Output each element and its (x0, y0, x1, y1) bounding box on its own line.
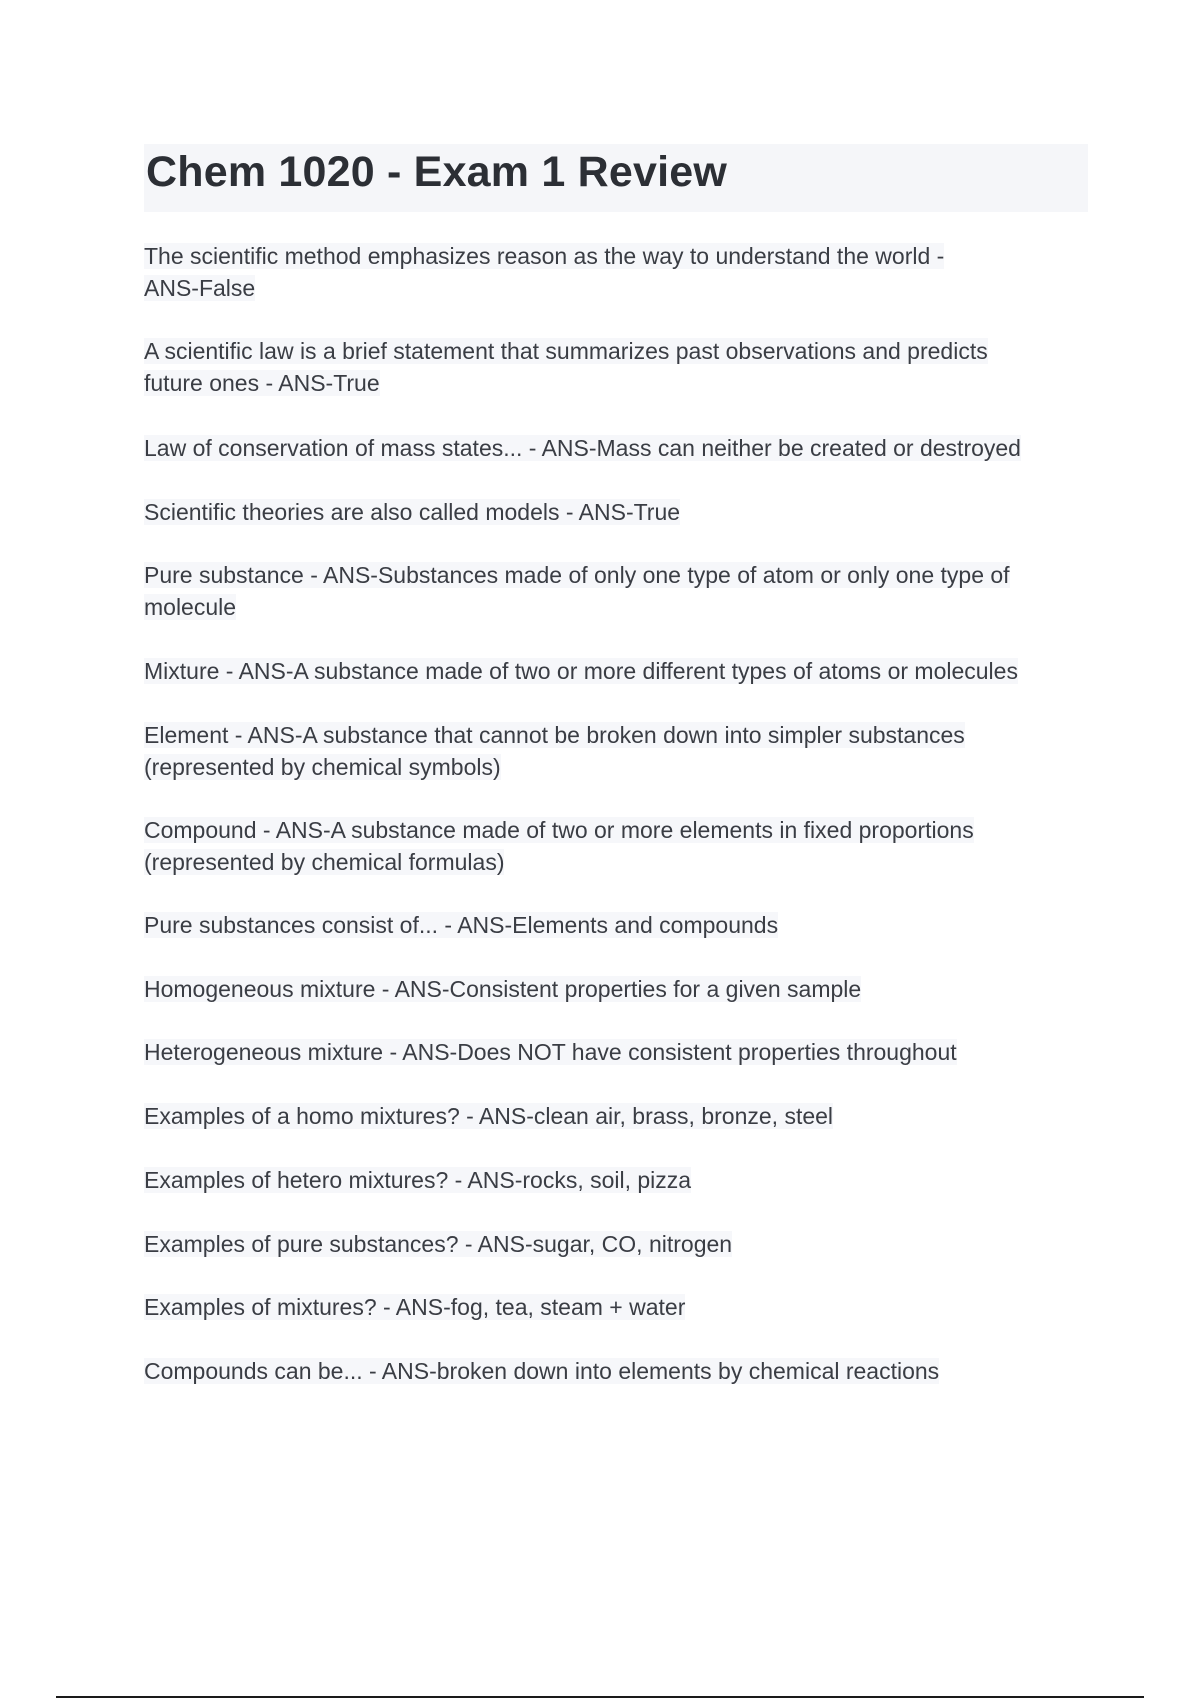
qa-item (144, 973, 861, 1005)
qa-text: Examples of a homo mixtures? - ANS-clean air, brass, bronze, steel (144, 1103, 834, 1129)
qa-item (144, 1036, 957, 1068)
qa-text: Examples of hetero mixtures? - ANS-rocks, soil, pizza (144, 1167, 692, 1193)
qa-item (144, 1164, 691, 1196)
qa-item (144, 1100, 833, 1132)
qa-text: Law of conservation of mass states... - ANS-Mass can neither be created or destroyed (144, 435, 1021, 461)
qa-text: Pure substances consist of... - ANS-Elements and compounds (144, 912, 779, 938)
qa-text: A scientific law is a brief statement that summarizes past observations and predicts (144, 338, 988, 364)
qa-item (144, 335, 988, 399)
qa-item (144, 719, 965, 783)
qa-item (144, 240, 944, 304)
qa-list (144, 240, 1084, 1400)
qa-item (144, 655, 1018, 687)
page-title: Chem 1020 - Exam 1 Review (146, 148, 728, 196)
qa-text: Heterogeneous mixture - ANS-Does NOT have consistent properties throughout (144, 1039, 957, 1065)
qa-item (144, 559, 1010, 623)
qa-text-continued: (represented by chemical symbols) (144, 754, 501, 780)
qa-item (144, 1355, 939, 1387)
qa-text-continued: molecule (144, 594, 237, 620)
qa-text: Scientific theories are also called models - ANS-True (144, 499, 681, 525)
qa-text: Examples of mixtures? - ANS-fog, tea, steam + water (144, 1294, 686, 1320)
qa-item (144, 814, 974, 878)
qa-text: Compounds can be... - ANS-broken down into elements by chemical reactions (144, 1358, 940, 1384)
qa-text: Element - ANS-A substance that cannot be broken down into simpler substances (144, 722, 965, 748)
qa-item (144, 909, 778, 941)
qa-text-continued: future ones - ANS-True (144, 370, 380, 396)
qa-text: Mixture - ANS-A substance made of two or more different types of atoms or molecules (144, 658, 1018, 684)
qa-text: Homogeneous mixture - ANS-Consistent properties for a given sample (144, 976, 862, 1002)
qa-text: The scientific method emphasizes reason as the way to understand the world - (144, 243, 945, 269)
qa-item (144, 432, 1021, 464)
qa-text-continued: (represented by chemical formulas) (144, 849, 505, 875)
qa-text: Pure substance - ANS-Substances made of only one type of atom or only one type of (144, 562, 1010, 588)
qa-item (144, 1228, 732, 1260)
qa-item (144, 496, 680, 528)
qa-text: Examples of pure substances? - ANS-sugar, CO, nitrogen (144, 1231, 733, 1257)
qa-text-continued: ANS-False (144, 275, 256, 301)
page-bottom-rule (56, 1696, 1144, 1698)
qa-item (144, 1291, 685, 1323)
qa-text: Compound - ANS-A substance made of two or more elements in fixed proportions (144, 817, 974, 843)
